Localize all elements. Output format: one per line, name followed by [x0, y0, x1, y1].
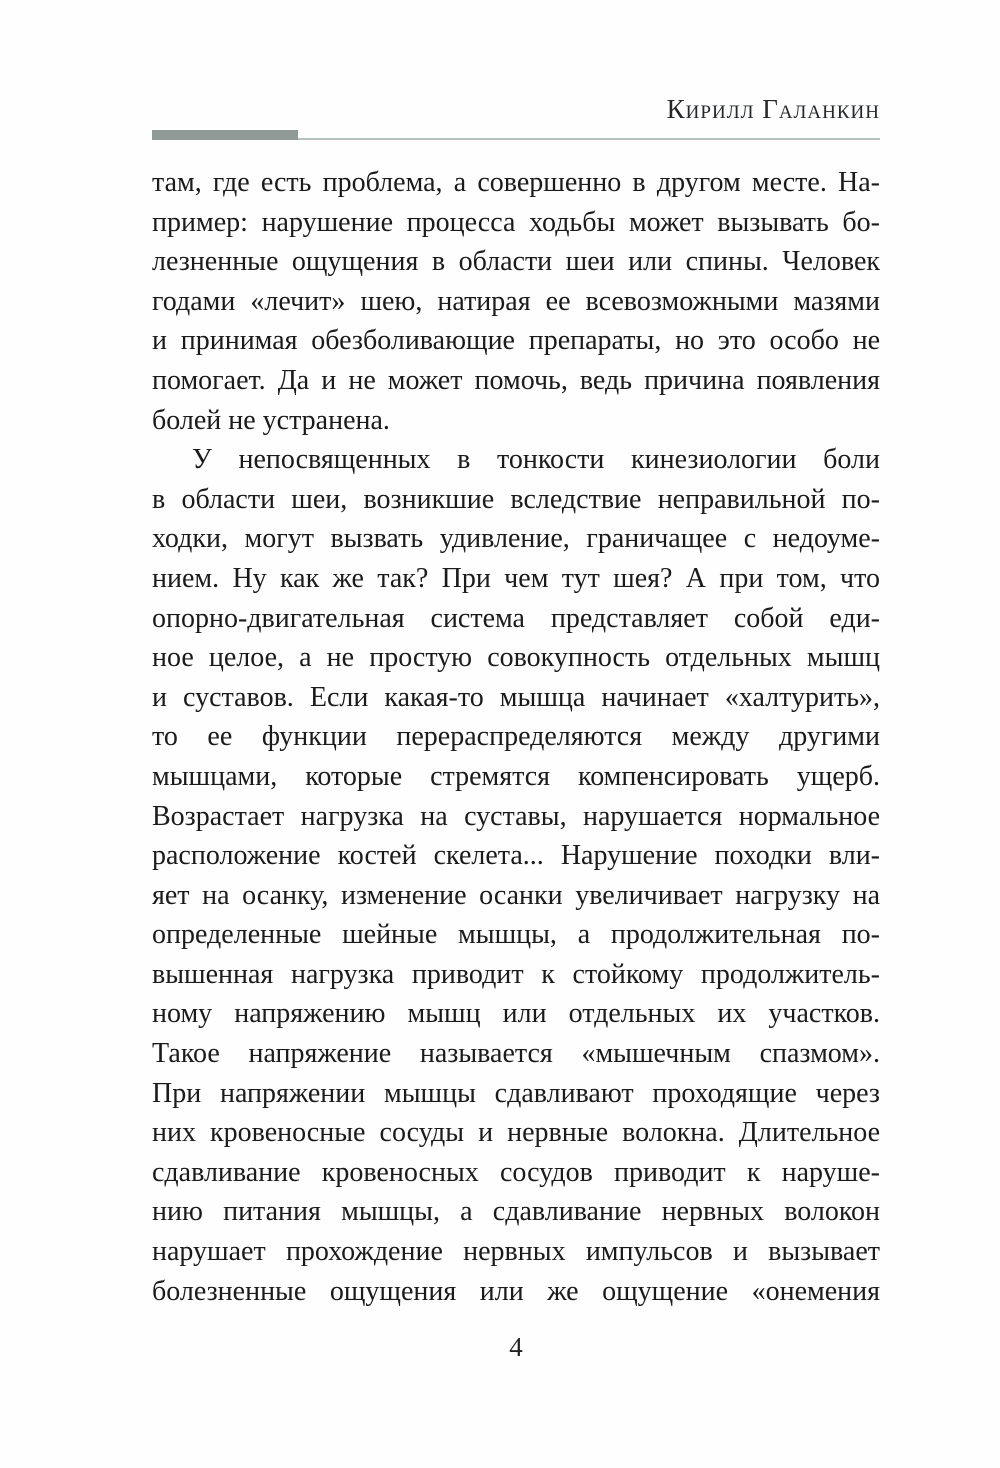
text-line: расположение костей скелета... Нарушение походки вли- — [152, 840, 880, 872]
text-line: Возрастает нагрузка на суставы, нарушается нормальное — [152, 800, 880, 832]
text-line: яет на осанку, изменение осанки увеличивает нагрузку на — [152, 879, 880, 911]
text-line: то ее функции перераспределяются между другими — [152, 721, 880, 753]
text-line: болезненные ощущения или же ощущение «онемения — [152, 1275, 880, 1307]
body-text — [152, 163, 880, 1311]
text-line: помогает. Да и не может помочь, ведь причина появления — [152, 364, 880, 396]
text-line: вышенная нагрузка приводит к стойкому продолжитель- — [152, 958, 880, 990]
paragraph — [152, 440, 880, 1311]
text-line: нием. Ну как же так? При чем тут шея? А при том, что — [152, 562, 880, 594]
text-line: определенные шейные мышцы, а продолжительная по- — [152, 919, 880, 951]
text-line: нарушает прохождение нервных импульсов и вызывает — [152, 1236, 880, 1268]
text-line: Такое напряжение называется «мышечным спазмом». — [152, 1038, 880, 1070]
text-line: них кровеносные сосуды и нервные волокна. Длительное — [152, 1117, 880, 1149]
text-line: в области шеи, возникшие вследствие неправильной по- — [152, 483, 880, 515]
text-line: При напряжении мышцы сдавливают проходящие через — [152, 1077, 880, 1109]
paragraph — [152, 163, 880, 440]
text-line: и принимая обезболивающие препараты, но это особо не — [152, 325, 880, 357]
text-line: опорно-двигательная система представляет собой еди- — [152, 602, 880, 634]
text-line: ное целое, а не простую совокупность отдельных мышц — [152, 642, 880, 674]
text-line: болей не устранена. — [152, 404, 390, 436]
text-line: там, где есть проблема, а совершенно в другом месте. На- — [152, 167, 880, 198]
text-line: ходки, могут вызвать удивление, граничащее с недоуме- — [152, 523, 880, 555]
text-line: мышцами, которые стремятся компенсировать ущерб. — [152, 760, 880, 792]
running-head-author: Кирилл Галанкин — [666, 94, 880, 124]
header-rule-accent — [152, 130, 298, 140]
text-line: нию питания мышцы, а сдавливание нервных волокон — [152, 1196, 880, 1228]
text-line: пример: нарушение процесса ходьбы может вызывать бо- — [152, 206, 880, 238]
header-rule — [152, 130, 880, 140]
text-line: и суставов. Если какая-то мышца начинает «халтурить», — [152, 681, 880, 713]
text-line: годами «лечит» шею, натирая ее всевозможными мазями — [152, 285, 880, 317]
text-line: У непосвященных в тонкости кинезиологии боли — [192, 444, 880, 476]
page-number: 4 — [509, 1332, 523, 1362]
text-line: лезненные ощущения в области шеи или спины. Человек — [152, 246, 880, 278]
text-line: сдавливание кровеносных сосудов приводит к наруше- — [152, 1156, 880, 1188]
text-line: ному напряжению мышц или отдельных их участков. — [152, 998, 880, 1030]
